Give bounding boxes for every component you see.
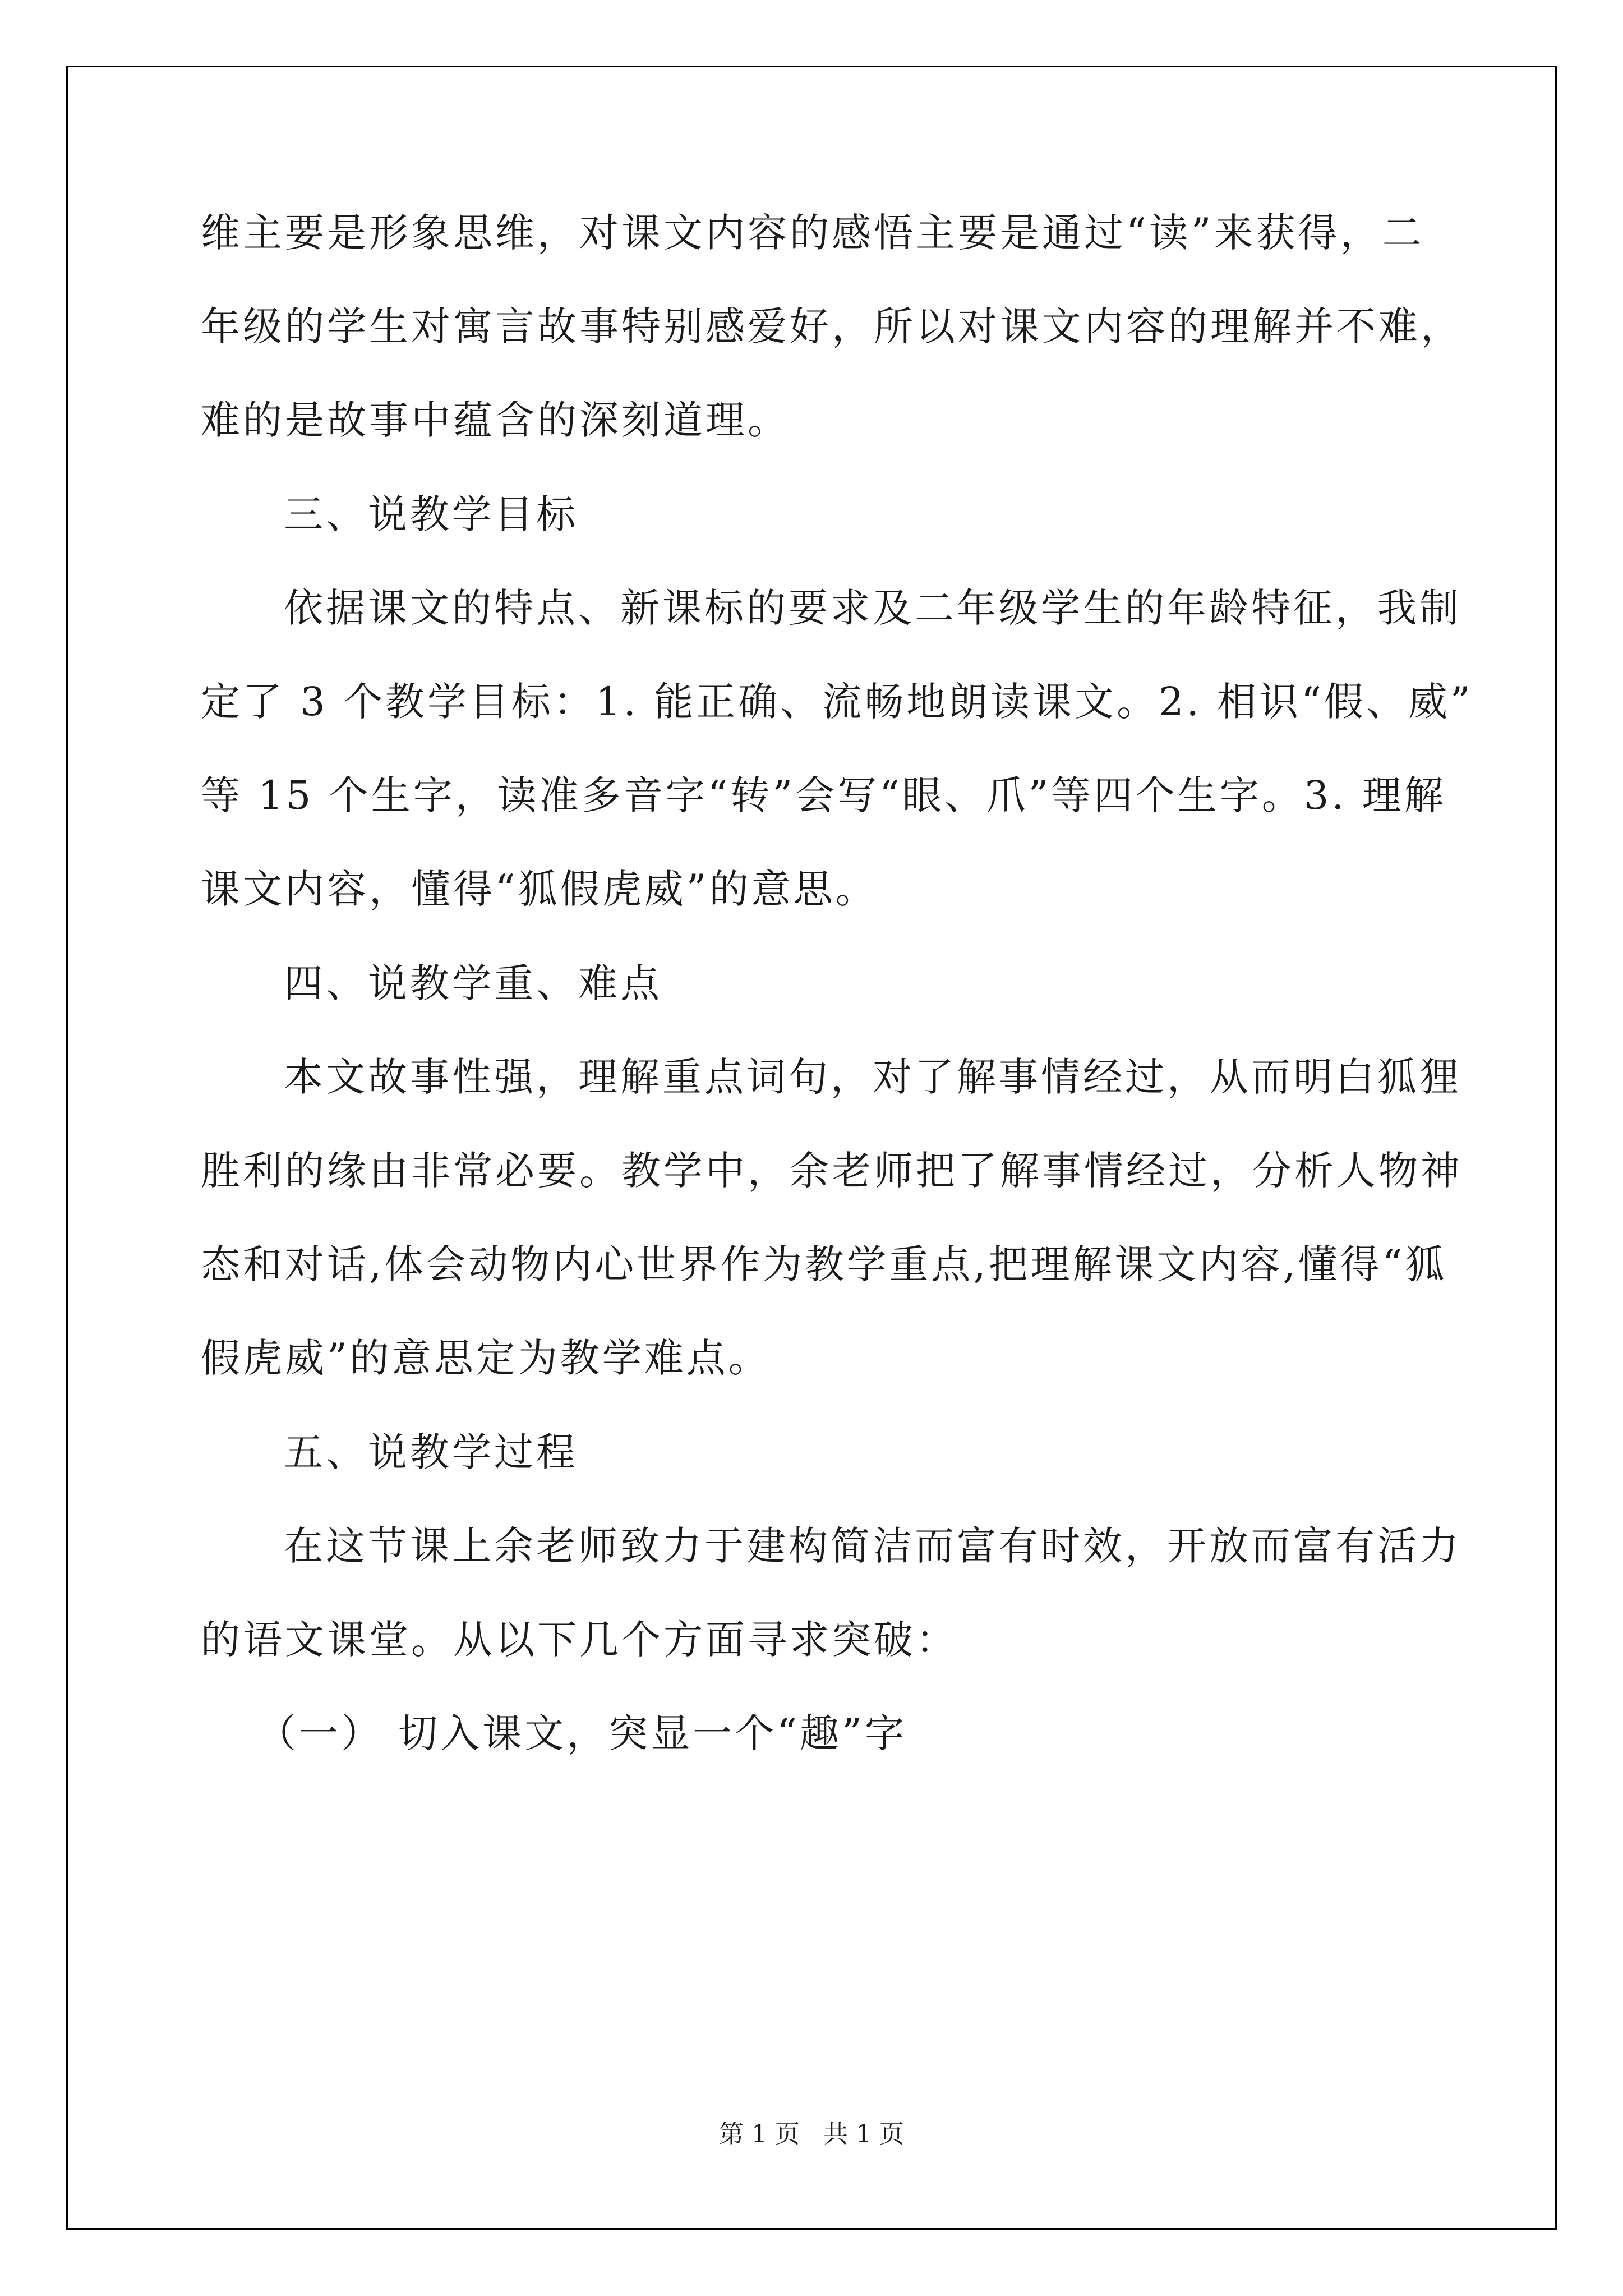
section-heading: 四、说教学重、难点: [284, 960, 662, 1006]
section-heading: 三、说教学目标: [284, 491, 578, 537]
paragraph-line: 依据课文的特点、新课标的要求及二年级学生的年龄特征，我制: [284, 585, 1461, 631]
paragraph-line: 本文故事性强，理解重点词句，对了解事情经过，从而明白狐狸: [284, 1054, 1461, 1100]
paragraph-line: 难的是故事中蕴含的深刻道理。: [201, 397, 790, 443]
paragraph-line: 态和对话,体会动物内心世界作为教学重点,把理解课文内容,懂得“狐: [201, 1241, 1447, 1287]
paragraph-line: 假虎威”的意思定为教学难点。: [201, 1335, 771, 1381]
paragraph-line: 胜利的缘由非常必要。教学中，余老师把了解事情经过，分析人物神: [201, 1148, 1463, 1194]
page-footer: 第 1 页 共 1 页: [719, 2120, 904, 2148]
paragraph-line: 的语文课堂。从以下几个方面寻求突破：: [201, 1617, 958, 1663]
paragraph-line: 维主要是形象思维，对课文内容的感悟主要是通过“读”来获得，二: [201, 210, 1424, 256]
paragraph-line: 在这节课上余老师致力于建构简洁而富有时效，开放而富有活力: [284, 1523, 1461, 1569]
paragraph-line: 年级的学生对寓言故事特别感爱好，所以对课文内容的理解并不难，: [201, 303, 1463, 349]
paragraph-line: 课文内容，懂得“狐假虎威”的意思。: [201, 866, 878, 912]
subsection-heading: （一） 切入课文，突显一个“趣”字: [257, 1710, 907, 1756]
paragraph-line: 定了 3 个教学目标：1. 能正确、流畅地朗读课文。2. 相识“假、威”: [201, 679, 1473, 725]
section-heading: 五、说教学过程: [284, 1429, 578, 1475]
paragraph-line: 等 15 个生字，读准多音字“转”会写“眼、爪”等四个生字。3. 理解: [201, 772, 1446, 818]
